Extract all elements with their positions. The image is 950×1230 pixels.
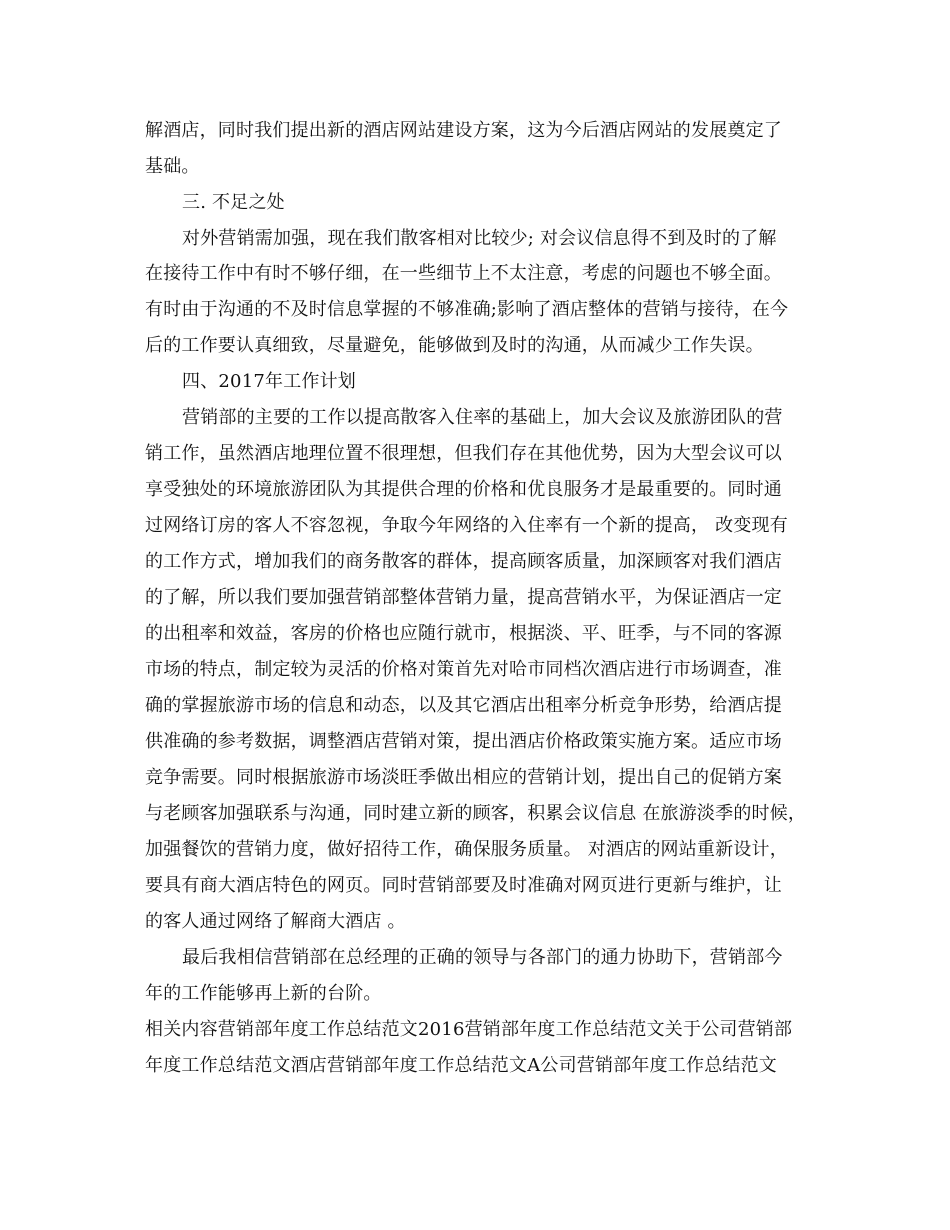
section-heading: 四、2017年工作计划 — [182, 371, 357, 392]
paragraph-line: 后的工作要认真细致，尽量避免，能够做到及时的沟通，从而减少工作失误。 — [145, 335, 764, 356]
paragraph-line: 要具有商大酒店特色的网页。同时营销部要及时准确对网页进行更新与维护，让 — [145, 875, 782, 896]
paragraph-line: 销工作，虽然酒店地理位置不很理想，但我们存在其他优势，因为大型会议可以 — [145, 443, 782, 464]
paragraph-line: 的了解，所以我们要加强营销部整体营销力量，提高营销水平，为保证酒店一定 — [145, 587, 782, 608]
paragraph-line: 的出租率和效益，客房的价格也应随行就市，根据淡、平、旺季，与不同的客源 — [145, 623, 782, 644]
paragraph-line: 在接待工作中有时不够仔细，在一些细节上不太注意，考虑的问题也不够全面。 — [145, 263, 782, 284]
paragraph-line: 市场的特点，制定较为灵活的价格对策首先对哈市同档次酒店进行市场调查，准 — [145, 659, 782, 680]
paragraph-line: 的客人通过网络了解商大酒店 。 — [145, 911, 406, 932]
paragraph-line: 加强餐饮的营销力度，做好招待工作，确保服务质量。 对酒店的网站重新设计， — [145, 839, 788, 860]
paragraph-line: 年的工作能够再上新的台阶。 — [145, 983, 382, 1004]
paragraph-line: 竞争需要。同时根据旅游市场淡旺季做出相应的营销计划，提出自己的促销方案 — [145, 767, 782, 788]
paragraph-line: 解酒店，同时我们提出新的酒店网站建设方案，这为今后酒店网站的发展奠定了 — [145, 120, 782, 141]
paragraph-line: 有时由于沟通的不及时信息掌握的不够准确;影响了酒店整体的营销与接待，在今 — [145, 299, 789, 320]
paragraph-line: 营销部的主要的工作以提高散客入住率的基础上，加大会议及旅游团队的营 — [182, 407, 783, 428]
paragraph-line: 享受独处的环境旅游团队为其提供合理的价格和优良服务才是最重要的。同时通 — [145, 479, 782, 500]
paragraph-line: 对外营销需加强，现在我们散客相对比较少; 对会议信息得不到及时的了解 — [182, 228, 777, 249]
related-links-line: 相关内容营销部年度工作总结范文2016营销部年度工作总结范文关于公司营销部 — [145, 1019, 793, 1040]
paragraph-line: 与老顾客加强联系与沟通，同时建立新的顾客，积累会议信息 在旅游淡季的时候， — [145, 803, 807, 824]
paragraph-line: 过网络订房的客人不容忽视，争取今年网络的入住率有一个新的提高， 改变现有 — [145, 515, 788, 536]
paragraph-line: 最后我相信营销部在总经理的正确的领导与各部门的通力协助下，营销部今 — [182, 947, 783, 968]
paragraph-line: 供准确的参考数据，调整酒店营销对策，提出酒店价格政策实施方案。适应市场 — [145, 731, 782, 752]
section-heading: 三. 不足之处 — [182, 192, 285, 213]
paragraph-line: 基础。 — [145, 156, 200, 177]
related-links-line: 年度工作总结范文酒店营销部年度工作总结范文A公司营销部年度工作总结范文 — [145, 1055, 777, 1076]
paragraph-line: 的工作方式，增加我们的商务散客的群体，提高顾客质量，加深顾客对我们酒店 — [145, 551, 782, 572]
paragraph-line: 确的掌握旅游市场的信息和动态，以及其它酒店出租率分析竞争形势，给酒店提 — [145, 695, 782, 716]
